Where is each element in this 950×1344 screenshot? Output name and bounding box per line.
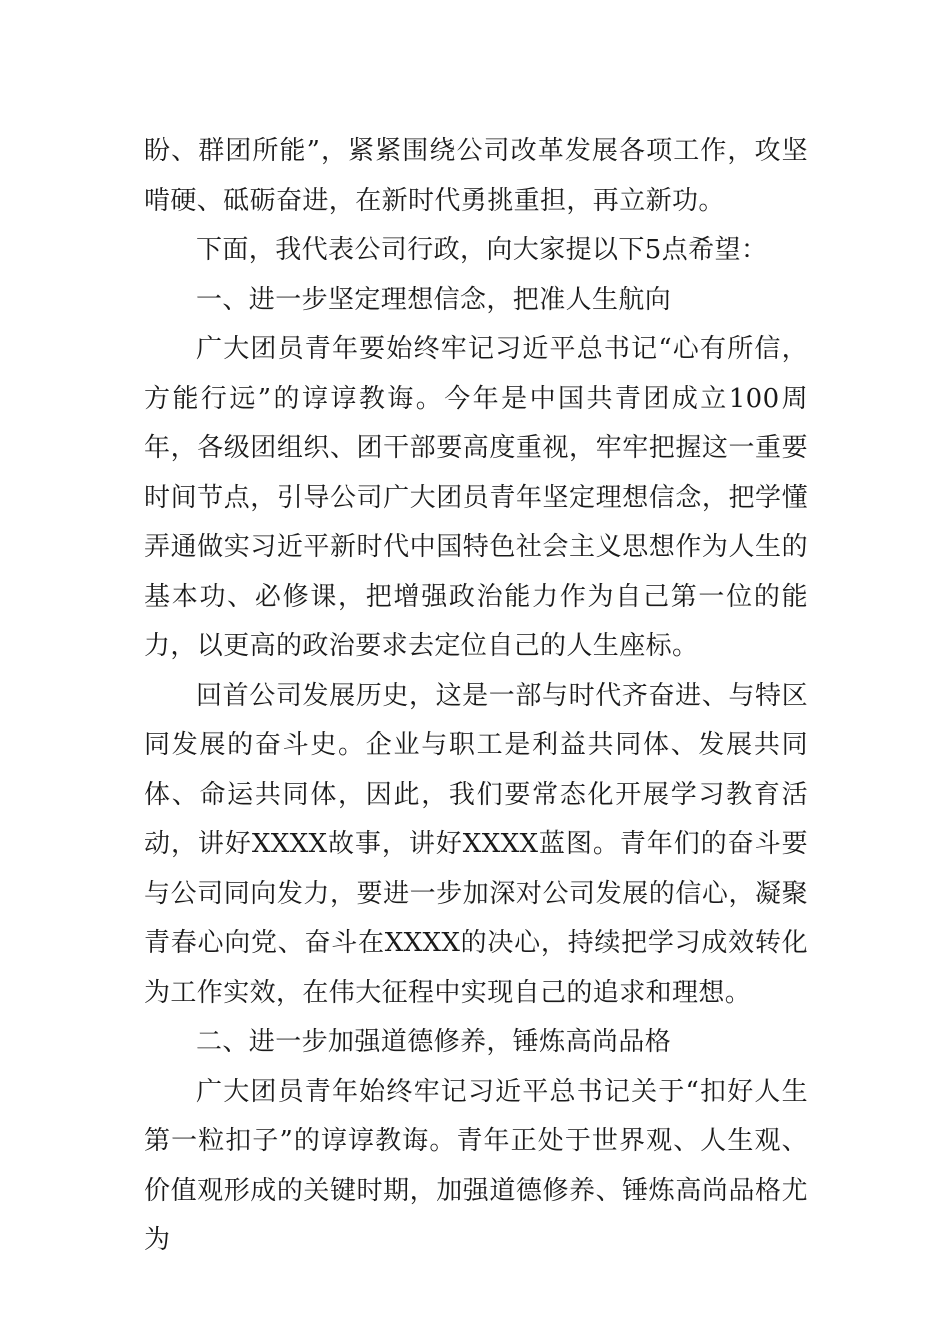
paragraph: 广大团员青年要始终牢记习近平总书记“心有所信，方能行远”的谆谆教诲。今年是中国共青团成立100周年，各级团组织、团干部要高度重视，牢牢把握这一重要时间节点，引导公司广大团员青年坚定理想信念，把学懂弄通做实习近平新时代中国特色社会主义思想作为人生的基本功、必修课，把增强政治能力作为自己第一位的能力，以更高的政治要求去定位自己的人生座标。 bbox=[144, 334, 808, 661]
paragraph: 回首公司发展历史，这是一部与时代齐奋进、与特区同发展的奋斗史。企业与职工是利益共同体、发展共同体、命运共同体，因此，我们要常态化开展学习教育活动，讲好XXXX故事，讲好XXXX蓝图。青年们的奋斗要与公司同向发力，要进一步加深对公司发展的信心，凝聚青春心向党、奋斗在XXXX的决心，持续把学习成效转化为工作实效，在伟大征程中实现自己的追求和理想。 bbox=[144, 680, 808, 1008]
section-heading-2: 二、进一步加强道德修养，锤炼高尚品格 bbox=[196, 1027, 672, 1057]
section-heading-1: 一、进一步坚定理想信念，把准人生航向 bbox=[196, 284, 672, 315]
document-body bbox=[144, 127, 808, 1266]
paragraph-continuation: 盼、群团所能”，紧紧围绕公司改革发展各项工作，攻坚啃硬、砥砺奋进，在新时代勇挑重担，再立新功。 bbox=[144, 136, 808, 216]
paragraph-intro: 下面，我代表公司行政，向大家提以下5点希望： bbox=[196, 235, 768, 265]
paragraph: 广大团员青年始终牢记习近平总书记关于“扣好人生第一粒扣子”的谆谆教诲。青年正处于世界观、人生观、价值观形成的关键时期，加强道德修养、锤炼高尚品格尤为 bbox=[144, 1076, 808, 1255]
